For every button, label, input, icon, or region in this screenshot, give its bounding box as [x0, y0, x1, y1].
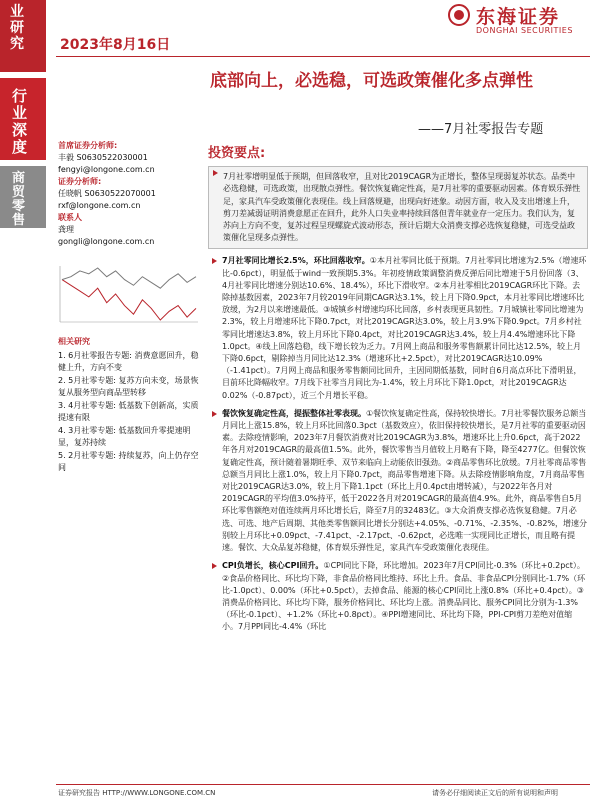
related-report-item[interactable]: 3. 4月社零专题: 低基数下创新高，实质提速有限: [58, 401, 199, 422]
bullet-icon: [212, 563, 217, 569]
point-body: ①本月社零同比低于预期。7月社零同比增速为2.5%（增速环比-0.6pct），明显低于wind一致预期5.3%。年初疫情政策调整消费反弹后同比增速于5月份回落（3、4月社零同比增速分别达10.6%、18.4%），环比下滑收窄。②本月社零相比2019CAGR环比下降。去除掉基数因素，2023年7月较2019年同期CAGR达3.1%，较上月下降0.9pct，本月社零同比增速环比放缓，为2月以来增速最低。③城镇乡村增速均环比回落，乡村表现更具韧性。7月城镇社零同比增速为2.3%，较上月增速环比下降0.7pct，对比2019CAGR达3.0%，较上月3.9%下降0.9pct。7月乡村社零同比增速达3.8%，较上月环比下降0.4pct，对比2019CAGR达3.4%，较上月4.4%增速环比下降1.0pct。④线上回落趋稳，线下增长较为乏力。7月网上商品和服务零售额累计同比达12.5%，较上月下降0.6pct，剔除掉当月同比达12.3%（增速环比+2.5pct），对比2019CAGR达10.09%（-1.41pct）。7月网上商品和服务零售额同比回升，主因同期低基数，同时自6月高点环比下滑明显，目前环比降幅收窄。7月线下社零当月同比为-1.4%，较上月环比下降1.0pct，对比2019CAGR达0.02%（-0.87pct），近三个月增长平稳。: [222, 256, 587, 400]
related-report-item[interactable]: 2. 5月社零专题: 复苏方向未变，场景恢复从服务型向商品型转移: [58, 376, 199, 397]
contact-label: 联系人: [58, 213, 82, 222]
contact-email[interactable]: gongli@longone.com.cn: [58, 237, 155, 246]
logo-mark-icon: [448, 4, 470, 26]
analyst-panel: [58, 140, 198, 248]
logo-en: DONGHAI SECURITIES: [476, 26, 573, 35]
bullet-icon: [212, 411, 217, 417]
point-paragraph-cpi: [208, 560, 588, 633]
section-heading: 投资要点:: [208, 146, 266, 161]
bullet-icon: [212, 258, 217, 264]
industry-ribbon: [0, 166, 46, 228]
point-lead: CPI负增长，核心CPI回升。: [222, 561, 324, 571]
second-analyst-email[interactable]: rxf@longone.com.cn: [58, 201, 141, 210]
lead-analyst-email[interactable]: fengyi@longone.com.cn: [58, 165, 155, 174]
summary-box: [208, 166, 588, 249]
related-report-item[interactable]: 1. 6月社零报告专题: 消费意愿回升，稳健上升，方向不变: [58, 351, 199, 372]
report-date: 2023年8月16日: [60, 37, 171, 53]
logo-cn: 东海证券: [476, 6, 561, 28]
second-analyst-name: 任晓帆 S0630522070001: [58, 189, 156, 198]
header-divider: [56, 56, 590, 57]
footer-website[interactable]: 证券研究报告 HTTP://WWW.LONGONE.COM.CN: [58, 789, 216, 797]
point-lead: 餐饮恢复确定性高，提振整体社零表现。: [222, 408, 366, 418]
performance-chart: [56, 262, 202, 328]
industry-text: 商贸零售: [12, 171, 26, 228]
point-lead: 7月社零同比增长2.5%，环比回落收窄。: [222, 256, 370, 266]
footer-disclaimer: 请务必仔细阅读正文后的所有说明和声明: [432, 789, 558, 797]
point-paragraph-catering: [208, 408, 588, 554]
main-content: [208, 148, 588, 640]
related-report-item[interactable]: 4. 3月社零专题: 低基数回升零提速明显，复苏持续: [58, 426, 191, 447]
summary-text: 7月社零增明显低于预期，但回落收窄，且对比2019CAGR为正增长，整体呈现弱复苏状态。品类中必选稳健，可选政策，出现散点弹性。餐饮恢复确定性高，是7月社零的重要驱动因素。体育娱乐弹性足，家具汽车受政策催化表现佳。线上回落规避，出现向好迹象。动因方面，收入及支出增速上升，剪刀差减弱证明消费意愿正在回升，此外人口失业率持续回落但青年就业存一定压力。我们认为，复苏向上方向不变，复苏过程呈现螺旋式波动形态，预计后期大众消费支撑必选恢复稳健，可选受益政策催化呈现多点弹性。: [223, 172, 581, 243]
point-body: ①CPI同比下降，环比增加。2023年7月CPI同比-0.3%（环比+0.2pct）。②食品价格同比、环比均下降，非食品价格同比维持、环比上升。食品、非食品CPI分别同比-1.7%（环比-1.0pct）、0.00%（环比+0.5pct），去掉食品、能源的核心CPI同比上涨0.8%（环比+0.4pct）。③消费品价格同比、环比均下降，服务价格同比、环比均上涨。消费品同比、服务CPI同比分别为-1.3%（环比-0.1pct）、+1.2%（环比+0.8pct）。④PPI增速同比、环比均下降，PPI-CPI剪刀差绝对值缩小。7月PPI同比-4.4%（环比: [222, 561, 586, 632]
report-subtitle: ——7月社零报告专题: [418, 122, 544, 137]
contact-name: 龚理: [58, 225, 74, 234]
category-ribbon: [0, 0, 46, 72]
related-reports-label: 相关研究: [58, 337, 90, 346]
lead-analyst-name: 丰毅 S0630522030001: [58, 153, 148, 162]
report-type-text: 行业深度: [12, 87, 28, 156]
bullet-icon: [213, 170, 218, 176]
lead-analyst-label: 首席证券分析师:: [58, 141, 118, 150]
series-line-0: [62, 280, 196, 320]
second-analyst-label: 证券分析师:: [58, 177, 102, 186]
point-paragraph-retail: [208, 255, 588, 401]
related-report-item[interactable]: 5. 2月社零专题: 持续复苏，向上仍存空间: [58, 451, 199, 472]
report-title: 底部向上，必选稳，可选政策催化多点弹性: [210, 71, 533, 91]
report-type-ribbon: [0, 78, 46, 160]
point-body: ①餐饮恢复确定性高，保持较快增长。7月社零餐饮服务总额当月同比上涨15.8%，较上月环比回落0.3pct（基数效应），依旧保持较快增长，是7月社零的重要驱动因素。去除疫情影响，2023年7月餐饮消费对比2019CAGR为3.8%，增速环比上升0.6pct，高于2022年各月对2019CAGR的最高值1.5%。此外，餐饮零售当月值较上月略有下降，降至4277亿。但餐饮恢复确定性高，预计随着暑期旺季、双节来临向上动能依旧强劲。②商品零售环比放缓。7月社零商品零售总额当月同比上涨1.0%，较上月下降0.7pct，商品零售增速下降。从去除疫情影响角度，7月商品零售对比2019CAGR达3.0%，较上月下降1.1pct（环比上月0.4pct由增转减），与2022年各月对2019CAGR的平均值3.0%持平，低于2022各月对2019CAGR的最高值4.9%。此外，商品零售自5月环比零售额绝对值连续两月环比增长后，降至7月的32483亿。③大众消费支撑必选恢复稳健。7月必选、可选、地产后周期、其他类零售额同比增长分别达+4.05%、-0.71%、-2.35%、-0.82%，增速分别较上月环比+0.09pct、-7.41pct、-2.17pct、-0.62pct，必选唯一实现同比正增长，而且略有提速。餐饮、大众品复苏稳健，体育娱乐弹性足，家具汽车受政策催化表现佳。: [222, 408, 588, 553]
series-line-1: [62, 268, 196, 288]
company-logo: [448, 0, 588, 40]
footer-divider: [56, 784, 590, 785]
related-reports: [58, 336, 204, 475]
category-ribbon-text: 业研究: [10, 4, 24, 52]
performance-chart-svg: [56, 262, 202, 328]
